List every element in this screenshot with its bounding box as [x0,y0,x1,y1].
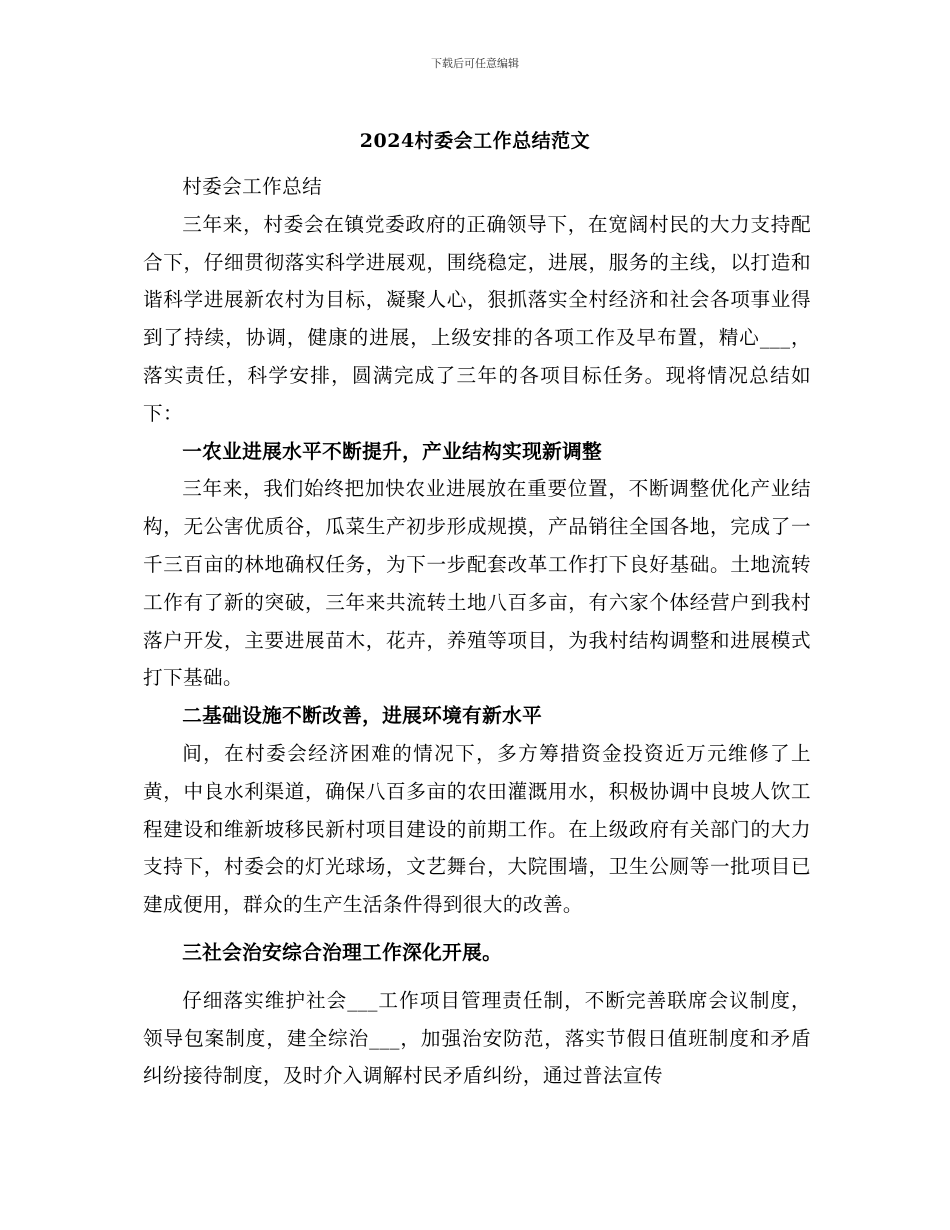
section-heading-security: 三社会治安综合治理工作深化开展。 [182,940,503,964]
paragraph-intro: 三年来，村委会在镇党委政府的正确领导下，在宽阔村民的大力支持配合下，仔细贯彻落实科学进展观，围绕稳定，进展，服务的主线，以打造和谐科学进展新农村为目标，凝聚人心，狠抓落实全村经济和社会各项事业得到了持续，协调，健康的进展，上级安排的各项工作及早布置，精心___，落实责任，科学安排，圆满完成了三年的各项目标任务。现将情况总结如下： [143,212,811,425]
section-heading-agriculture: 一农业进展水平不断提升，产业结构实现新调整 [182,439,603,463]
document-title: 2024村委会工作总结范文 [359,130,591,152]
paragraph-agriculture: 三年来，我们始终把加快农业进展放在重要位置，不断调整优化产业结构，无公害优质谷，瓜菜生产初步形成规摸，产品销往全国各地，完成了一千三百亩的林地确权任务，为下一步配套改革工作打下良好基础。土地流转工作有了新的突破，三年来共流转土地八百多亩，有六家个体经营户到我村落户开发，主要进展苗木，花卉，养殖等项目，为我村结构调整和进展模式打下基础。 [143,477,811,690]
paragraph-security: 仔细落实维护社会___工作项目管理责任制，不断完善联席会议制度，领导包案制度，建全综治___，加强治安防范，落实节假日值班制度和矛盾纠纷接待制度，及时介入调解村民矛盾纠纷，通过普法宣传 [143,988,811,1088]
page-header-note: 下载后可任意编辑 [431,57,519,70]
paragraph-subtitle: 村委会工作总结 [182,175,323,198]
document-body [143,168,811,1095]
paragraph-infrastructure: 间，在村委会经济困难的情况下，多方筹措资金投资近万元维修了上黄，中良水利渠道，确保八百多亩的农田灌溉用水，积极协调中良坡人饮工程建设和维新坡移民新村项目建设的前期工作。在上级政府有关部门的大力支持下，村委会的灯光球场，文艺舞台，大院围墙，卫生公厕等一批项目已建成便用，群众的生产生活条件得到很大的改善。 [143,741,811,917]
section-heading-infrastructure: 二基础设施不断改善，进展环境有新水平 [182,704,543,728]
